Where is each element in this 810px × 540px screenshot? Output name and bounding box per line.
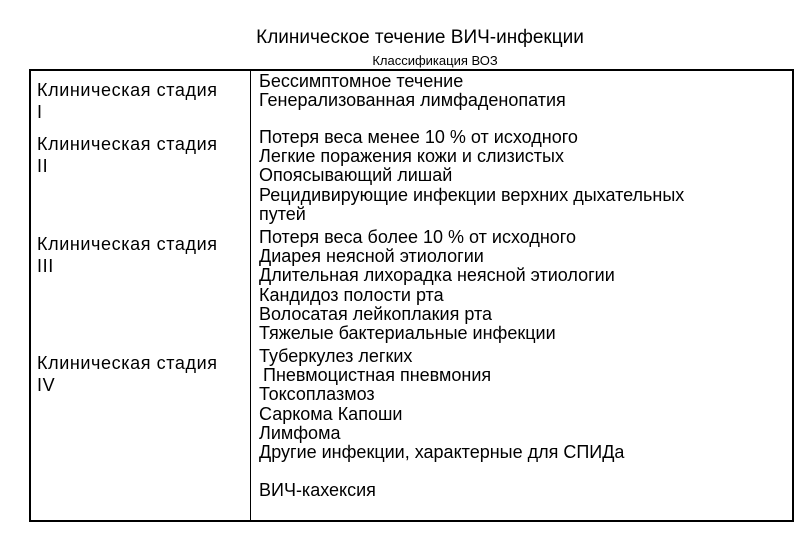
- stage-label-text: Клиническая стадия: [37, 234, 218, 254]
- feature-item: ВИЧ-кахексия: [259, 480, 376, 501]
- page-subtitle: Классификация ВОЗ: [372, 53, 498, 68]
- feature-item: Пневмоцистная пневмония: [263, 365, 492, 386]
- stage-features-2: [259, 128, 789, 224]
- feature-item: Тяжелые бактериальные инфекции: [259, 323, 556, 344]
- feature-item: Токсоплазмоз: [259, 384, 375, 405]
- column-divider: [250, 71, 251, 520]
- stage-features-3: [259, 228, 789, 343]
- feature-item: Туберкулез легких: [259, 346, 413, 366]
- stage-number: IV: [37, 375, 56, 395]
- feature-item: путей: [259, 203, 306, 224]
- feature-item: Длительная лихорадка неясной этиологии: [259, 265, 615, 286]
- page-title: Клиническое течение ВИЧ-инфекции: [256, 27, 584, 48]
- feature-item: Кандидоз полости рта: [259, 284, 444, 305]
- feature-item: Генерализованная лимфаденопатия: [259, 90, 566, 111]
- who-classification-table: [29, 69, 794, 522]
- feature-item: Бессимптомное течение: [259, 71, 464, 91]
- stage-label-text: Клиническая стадия: [37, 80, 218, 100]
- stage-label-1: [37, 79, 249, 123]
- feature-item: Потеря веса менее 10 % от исходного: [259, 127, 578, 147]
- feature-item: Другие инфекции, характерные для СПИДа: [259, 442, 625, 463]
- feature-item: Опоясывающий лишай: [259, 165, 453, 186]
- feature-item: Рецидивирующие инфекции верхних дыхательных: [259, 184, 685, 205]
- feature-item: Легкие поражения кожи и слизистых: [259, 146, 564, 167]
- feature-item: Саркома Капоши: [259, 403, 403, 424]
- stage-number: III: [37, 256, 54, 276]
- stage-label-text: Клиническая стадия: [37, 353, 218, 373]
- stage-label-text: Клиническая стадия: [37, 134, 218, 154]
- stage-number: II: [37, 156, 49, 176]
- feature-item: Лимфома: [259, 422, 341, 443]
- stage-features-4: [259, 347, 789, 500]
- stage-features-1: [259, 72, 789, 110]
- feature-item: Диарея неясной этиологии: [259, 246, 484, 267]
- stage-number: I: [37, 102, 43, 122]
- feature-item: Волосатая лейкоплакия рта: [259, 303, 493, 324]
- stage-label-4: [37, 352, 249, 396]
- feature-item: Потеря веса более 10 % от исходного: [259, 227, 576, 247]
- stage-label-2: [37, 133, 249, 177]
- stage-label-3: [37, 233, 249, 277]
